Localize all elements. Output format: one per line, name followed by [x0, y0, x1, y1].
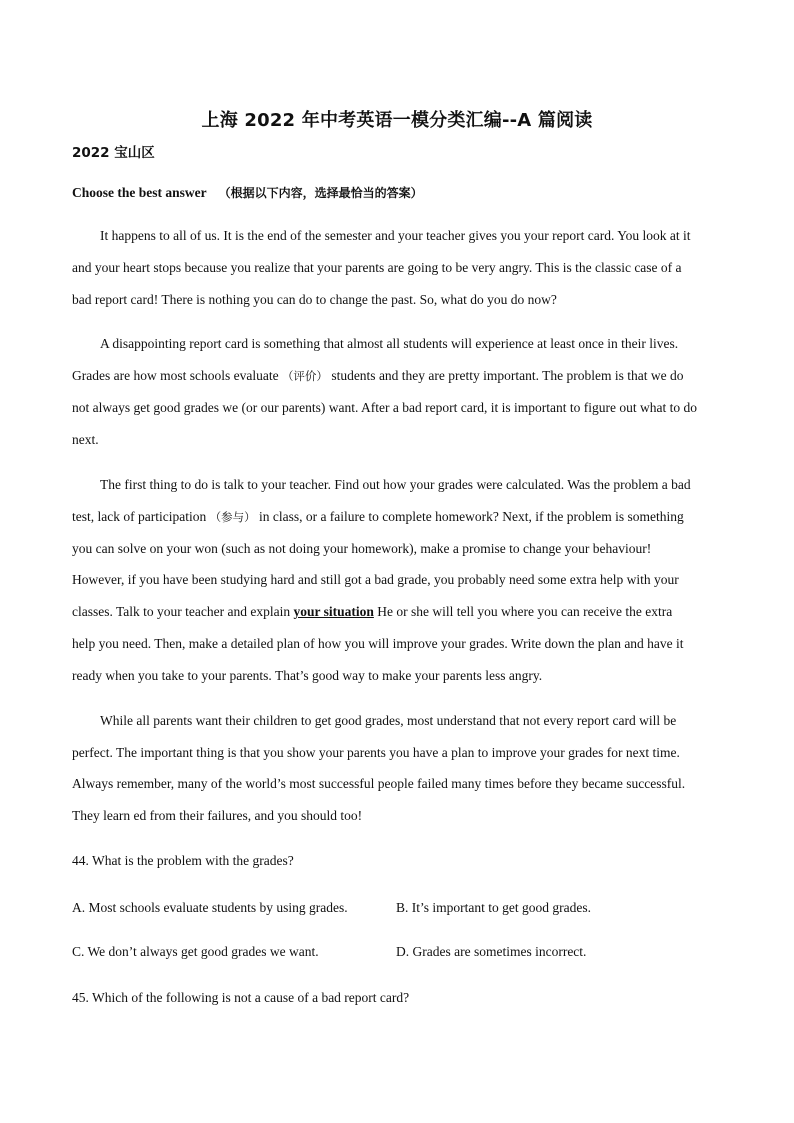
text-segment: Grades are how most schools evaluate: [72, 368, 279, 383]
passage-line: However, if you have been studying hard and still got a bad grade, you probably need some extra help with your: [72, 572, 679, 587]
underlined-phrase: your situation: [293, 604, 374, 619]
text-segment: He or she will tell you where you can receive the extra: [377, 604, 673, 619]
passage-line: [72, 604, 722, 620]
text-segment: in class, or a failure to complete homework? Next, if the problem is something: [258, 509, 684, 524]
page-title: 上海 2022 年中考英语一模分类汇编--A 篇阅读: [201, 110, 593, 131]
option-a: A. Most schools evaluate students by using grades.: [72, 900, 348, 915]
passage-line: [72, 509, 722, 525]
instruction: [72, 184, 423, 201]
passage-line: help you need. Then, make a detailed plan of how you will improve your grades. Write down the plan and have it: [72, 636, 684, 651]
question-stem: 44. What is the problem with the grades?: [72, 853, 294, 868]
option-b: B. It’s important to get good grades.: [396, 900, 591, 915]
text-segment: classes. Talk to your teacher and explain: [72, 604, 291, 619]
passage-line: you can solve on your won (such as not doing your homework), make a promise to change your behaviour!: [72, 541, 652, 556]
chinese-gloss: （参与）: [209, 510, 256, 524]
option-d: D. Grades are sometimes incorrect.: [396, 944, 587, 959]
text-segment: test, lack of participation: [72, 509, 207, 524]
question-stem: 45. Which of the following is not a cause of a bad report card?: [72, 990, 410, 1005]
passage-line: [72, 368, 722, 384]
passage-line: perfect. The important thing is that you show your parents you have a plan to improve your grades for next time.: [72, 745, 680, 760]
text-segment: students and they are pretty important. The problem is that we do: [331, 368, 684, 383]
district-heading: 2022 宝山区: [72, 145, 155, 161]
passage-line: ready when you take to your parents. That’s good way to make your parents less angry.: [72, 668, 543, 683]
passage-line: The first thing to do is talk to your teacher. Find out how your grades were calculated. Was the problem a bad: [100, 477, 691, 492]
passage-line: not always get good grades we (or our parents) want. After a bad report card, it is important to figure out what to do: [72, 400, 697, 415]
passage-line: A disappointing report card is something that almost all students will experience at least once in their lives.: [100, 336, 679, 351]
option-c: C. We don’t always get good grades we want.: [72, 944, 319, 959]
chinese-gloss: （评价）: [281, 369, 328, 383]
passage-line: It happens to all of us. It is the end of the semester and your teacher gives you your report card. You look at it: [100, 228, 691, 243]
passage-line: bad report card! There is nothing you can do to change the past. So, what do you do now?: [72, 292, 557, 307]
passage-line: They learn ed from their failures, and you should too!: [72, 808, 363, 823]
passage-line: Always remember, many of the world’s most successful people failed many times before they became successful.: [72, 776, 686, 791]
passage-line: While all parents want their children to get good grades, most understand that not every report card will be: [100, 713, 677, 728]
passage-line: next.: [72, 432, 99, 447]
passage-line: and your heart stops because you realize that your parents are going to be very angry. This is the classic case of a: [72, 260, 682, 275]
instruction-en: Choose the best answer: [72, 185, 207, 200]
instruction-cn: （根据以下内容，选择最恰当的答案）: [218, 186, 423, 200]
